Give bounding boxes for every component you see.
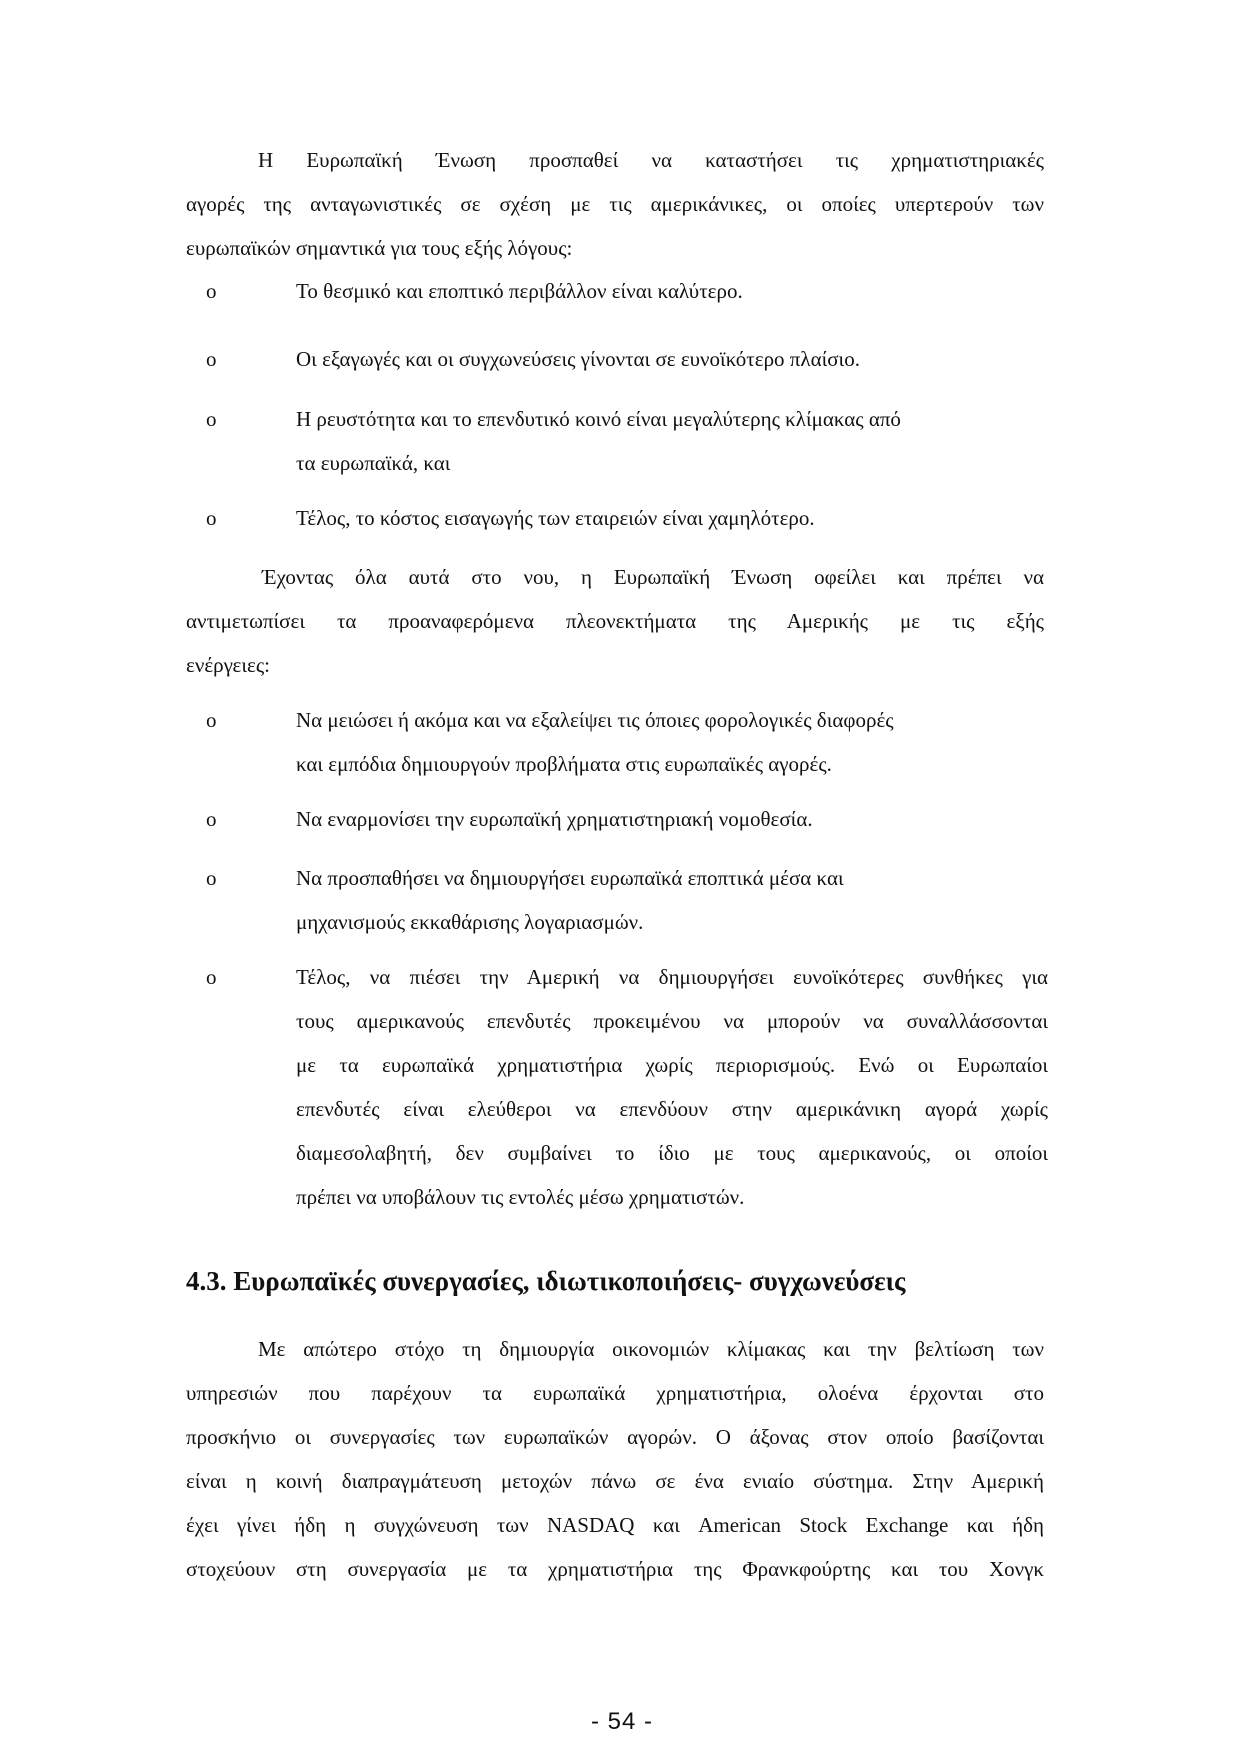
paragraph-line: έχει γίνει ήδη η συγχώνευση των NASDAQ και American Stock Exchange και ήδη <box>186 1513 1044 1537</box>
list-item-line: Να μειώσει ή ακόμα και να εξαλείψει τις όποιες φορολογικές διαφορές <box>296 708 894 732</box>
list-item-text <box>296 856 844 944</box>
list-item-text <box>296 955 1048 1219</box>
page-number: - 54 - <box>590 1708 653 1735</box>
bullet-marker: o <box>206 807 217 831</box>
list-item-line: τους αμερικανούς επενδυτές προκειμένου να μπορούν να συναλλάσσονται <box>296 1009 1048 1033</box>
paragraph-line: στοχεύουν στη συνεργασία με τα χρηματιστήρια της Φρανκφούρτης και του Χονγκ <box>186 1557 1044 1581</box>
list-item-line: Τέλος, να πιέσει την Αμερική να δημιουργήσει ευνοϊκότερες συνθήκες για <box>296 965 1048 989</box>
list-item-line: με τα ευρωπαϊκά χρηματιστήρια χωρίς περιορισμούς. Ενώ οι Ευρωπαίοι <box>296 1053 1048 1077</box>
list-item-text <box>296 337 860 381</box>
list-item-line: Οι εξαγωγές και οι συγχωνεύσεις γίνονται σε ευνοϊκότερο πλαίσιο. <box>296 347 860 371</box>
list-item-line: Τέλος, το κόστος εισαγωγής των εταιρειών είναι χαμηλότερο. <box>296 506 815 530</box>
section-paragraph <box>186 1327 1044 1591</box>
paragraph-line: ενέργειες: <box>186 653 270 677</box>
paragraph-line: Με απώτερο στόχο τη δημιουργία οικονομιών κλίμακας και την βελτίωση των <box>258 1337 1044 1361</box>
list-item-line: επενδυτές είναι ελεύθεροι να επενδύουν στην αμερικάνικη αγορά χωρίς <box>296 1097 1048 1121</box>
paragraph-line: Η Ευρωπαϊκή Ένωση προσπαθεί να καταστήσει τις χρηματιστηριακές <box>258 148 1044 172</box>
paragraph-line: αγορές της ανταγωνιστικές σε σχέση με τις αμερικάνικες, οι οποίες υπερτερούν των <box>186 192 1044 216</box>
list-item-text <box>296 397 901 485</box>
list-item-text <box>296 698 894 786</box>
bullet-marker: o <box>206 965 217 989</box>
paragraph-line: προσκήνιο οι συνεργασίες των ευρωπαϊκών αγορών. Ο άξονας στον οποίο βασίζονται <box>186 1425 1044 1449</box>
list-item-line: Το θεσμικό και εποπτικό περιβάλλον είναι καλύτερο. <box>296 279 743 303</box>
list-item-line: Να προσπαθήσει να δημιουργήσει ευρωπαϊκά εποπτικά μέσα και <box>296 866 844 890</box>
list-item-line: τα ευρωπαϊκά, και <box>296 451 451 475</box>
section-heading: 4.3. Ευρωπαϊκές συνεργασίες, ιδιωτικοποιήσεις- συγχωνεύσεις <box>186 1266 906 1296</box>
list-item-line: μηχανισμούς εκκαθάρισης λογαριασμών. <box>296 910 644 934</box>
bullet-marker: o <box>206 708 217 732</box>
list-item-text <box>296 496 815 540</box>
paragraph-line: Έχοντας όλα αυτά στο νου, η Ευρωπαϊκή Ένωση οφείλει και πρέπει να <box>262 565 1044 589</box>
paragraph-line: αντιμετωπίσει τα προαναφερόμενα πλεονεκτήματα της Αμερικής με τις εξής <box>186 609 1044 633</box>
bullet-marker: o <box>206 347 217 371</box>
paragraph-line: υπηρεσιών που παρέχουν τα ευρωπαϊκά χρηματιστήρια, ολοένα έρχονται στο <box>186 1381 1044 1405</box>
paragraph-line: είναι η κοινή διαπραγμάτευση μετοχών πάνω σε ένα ενιαίο σύστημα. Στην Αμερική <box>186 1469 1044 1493</box>
list-item-line: διαμεσολαβητή, δεν συμβαίνει το ίδιο με τους αμερικανούς, οι οποίοι <box>296 1141 1048 1165</box>
bullet-marker: o <box>206 279 217 303</box>
list-item-line: πρέπει να υποβάλουν τις εντολές μέσω χρηματιστών. <box>296 1185 745 1209</box>
bullet-marker: o <box>206 506 217 530</box>
bullet-marker: o <box>206 866 217 890</box>
list-item-text <box>296 797 813 841</box>
intro-paragraph <box>186 138 1044 270</box>
list-item-line: και εμπόδια δημιουργούν προβλήματα στις ευρωπαϊκές αγορές. <box>296 752 832 776</box>
list-item-line: Να εναρμονίσει την ευρωπαϊκή χρηματιστηριακή νομοθεσία. <box>296 807 813 831</box>
list-item-line: Η ρευστότητα και το επενδυτικό κοινό είναι μεγαλύτερης κλίμακας από <box>296 407 901 431</box>
paragraph-line: ευρωπαϊκών σημαντικά για τους εξής λόγους: <box>186 236 573 260</box>
list-item-text <box>296 269 743 313</box>
bullet-marker: o <box>206 407 217 431</box>
actions-paragraph <box>186 555 1044 687</box>
